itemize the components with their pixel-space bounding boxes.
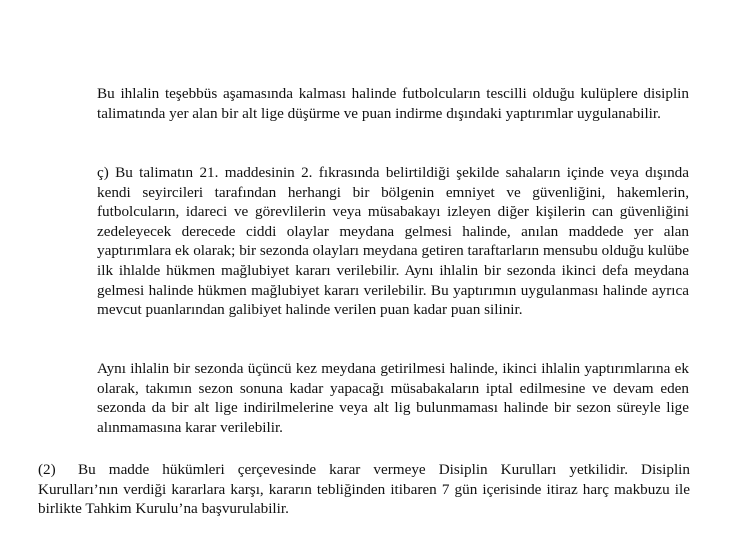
- paragraph-number: (2): [38, 461, 56, 478]
- paragraph-third-violation: Aynı ihlalin bir sezonda üçüncü kez meydana getirilmesi halinde, ikinci ihlalin yaptırımlarına ek olarak, takımın sezon sonuna kadar yapacağı müsabakaların iptal edilmesine ve devam eden sezonda da bir alt lige indirilmelerine veya alt lig bulunmaması halinde bir sezon süreyle lige alınmamasına karar verilebilir.: [97, 360, 689, 436]
- paragraph-authority-text: Bu madde hükümleri çerçevesinde karar vermeye Disiplin Kurulları yetkilidir. Disiplin Kurulları’nın verdiği kararlara karşı, kararın tebliğinden itibaren 7 gün içerisinde itiraz harç makbuzu ile birlikte Tahkim Kurulu’na başvurulabilir.: [38, 461, 690, 518]
- paragraph-authority-appeal: [38, 460, 690, 519]
- paragraph-spectator-incidents: ç) Bu talimatın 21. maddesinin 2. fıkrasında belirtildiği şekilde sahaların içinde veya dışında kendi seyircileri tarafından herhangi bir bölgenin emniyet ve güvenliğini, hakemlerin, futbolcuların, idareci ve görevlilerin veya müsabakayı izleyen diğer kişilerin can güvenliğini zedeleyecek derecede ciddi olaylar meydana gelmesi halinde, anılan maddede yer alan yaptırımlara ek olarak; bir sezonda olayları meydana getiren taraftarların mensubu olduğu kulübe ilk ihlalde hükmen mağlubiyet kararı verilebilir. Aynı ihlalin bir sezonda ikinci defa meydana gelmesi halinde hükmen mağlubiyet kararı verilebilir. Bu yaptırımın uygulanması halinde ayrıca mevcut puanlarından galibiyet halinde verilen puan kadar puan silinir.: [97, 164, 689, 319]
- paragraph-attempt-sanctions: Bu ihlalin teşebbüs aşamasında kalması halinde futbolcuların tescilli olduğu kulüplere disiplin talimatında yer alan bir alt lige düşürme ve puan indirme dışındaki yaptırımlar uygulanabilir.: [97, 85, 689, 122]
